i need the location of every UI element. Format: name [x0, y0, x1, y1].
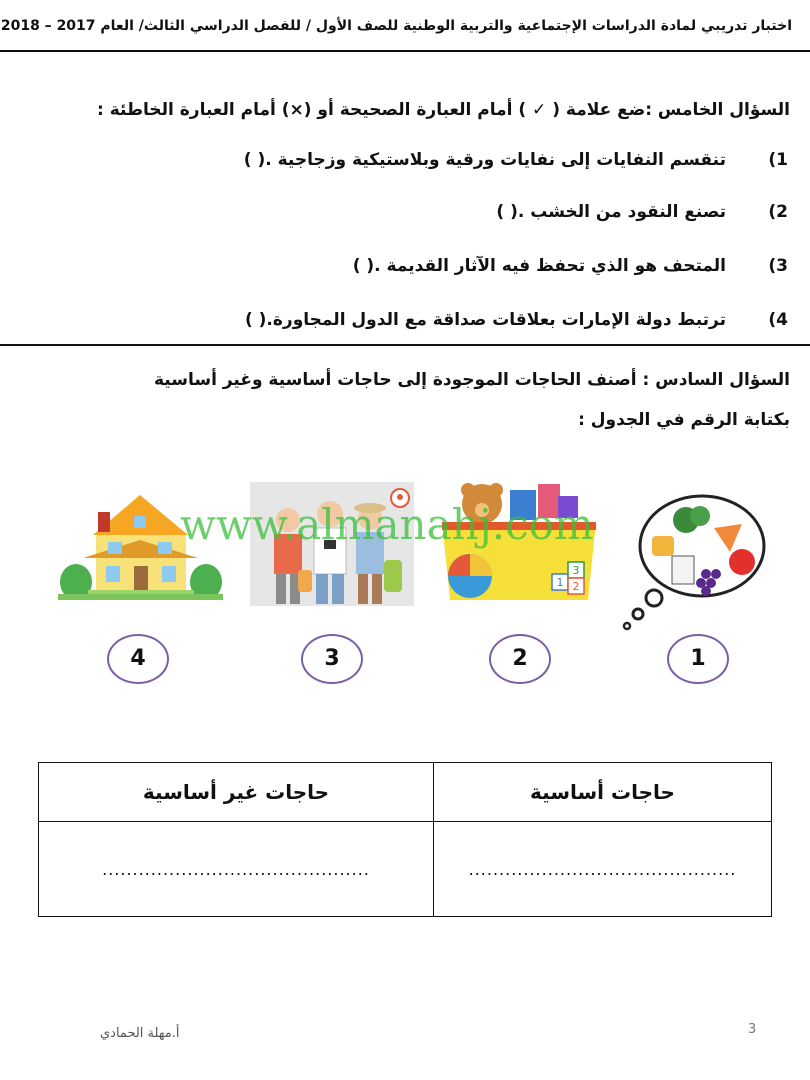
header-nonbasic-needs: حاجات غير أساسية [39, 763, 434, 822]
number-circle-1: 1 [667, 634, 729, 684]
q5-item-text: تصنع النقود من الخشب .( ) [496, 202, 726, 222]
author-name: أ.مهلة الحمادي [100, 1026, 180, 1041]
q5-item-4 [28, 310, 788, 336]
section-divider [0, 344, 810, 346]
toy-block-label: 2 [572, 580, 580, 593]
needs-classification-table [38, 762, 772, 917]
q5-item-number: 1) [768, 150, 788, 170]
watermark-text: www.almanahj.com [180, 500, 594, 549]
q5-item-1 [28, 150, 788, 176]
page-number: 3 [748, 1022, 757, 1037]
number-circle-2: 2 [489, 634, 551, 684]
food-thought-bubble-image [618, 494, 768, 634]
page-header: اختبار تدريبي لمادة الدراسات الإجتماعية والتربية الوطنية للصف الأول / للفصل الدراسي الثالث/ العام 2017 – 2018 [0, 18, 792, 34]
q5-item-text: المتحف هو الذي تحفظ فيه الآثار القديمة .( ) [352, 256, 726, 276]
toy-block-label: 3 [572, 564, 580, 577]
header-basic-needs: حاجات أساسية [434, 763, 772, 822]
number-circle-3: 3 [301, 634, 363, 684]
q5-item-2 [28, 202, 788, 228]
question-6-title: السؤال السادس : أصنف الحاجات الموجودة إلى حاجات أساسية وغير أساسية [154, 370, 790, 390]
question-6-instruction: بكتابة الرقم في الجدول : [578, 410, 790, 430]
toy-block-label: 1 [556, 576, 564, 589]
answer-basic-needs[interactable]: ............................................ [434, 822, 772, 917]
number-circle-4: 4 [107, 634, 169, 684]
q5-item-text: تنقسم النفايات إلى نفايات ورقية وبلاستيكية وزجاجية .( ) [243, 150, 726, 170]
q5-item-number: 3) [768, 256, 788, 276]
q5-item-number: 2) [768, 202, 788, 222]
answer-nonbasic-needs[interactable]: ............................................ [39, 822, 434, 917]
q5-item-3 [28, 256, 788, 282]
q5-item-number: 4) [768, 310, 788, 330]
header-divider [0, 50, 810, 52]
question-5-title: السؤال الخامس :ضع علامة ( ✓ ) أمام العبارة الصحيحة أو (×) أمام العبارة الخاطئة : [97, 100, 790, 120]
q5-item-text: ترتبط دولة الإمارات بعلاقات صداقة مع الدول المجاورة.( ) [244, 310, 726, 330]
